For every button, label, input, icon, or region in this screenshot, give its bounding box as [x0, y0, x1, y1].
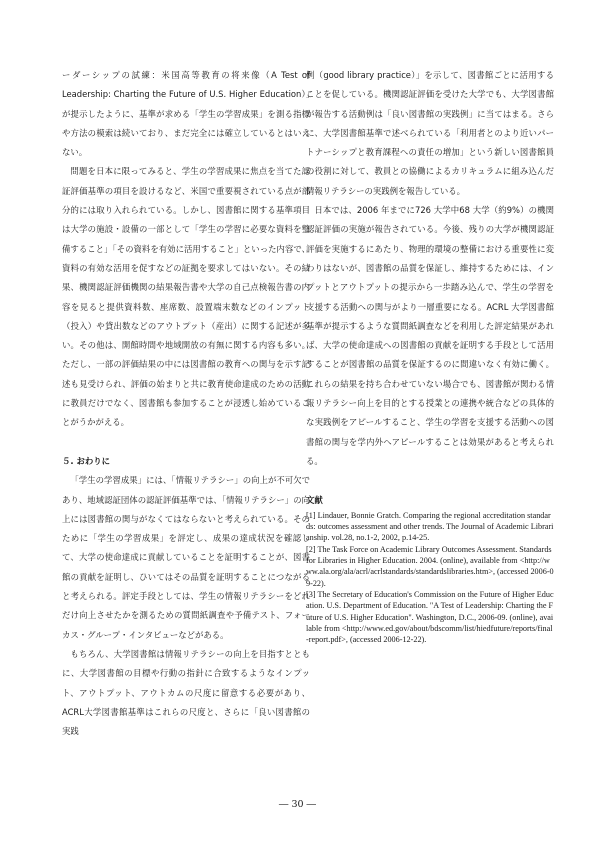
- body-paragraph: ーダーシップの試練：米国高等教育の将来像（A Test of Leadership: Charting the Future of U.S. Higher Education）」が提示したように、基準が求める「学生の学習成果」を測る指標や方法の模索は続いており、まだ完全には確立しているとはいえない。: [62, 70, 310, 158]
- reference-item: [2] The Task Force on Academic Library Outcomes Assessment. Standards for Libraries in Higher Education. 2004. (online), available from <http://www.ala.org/ala/acrl/acrlstandards/standardslibraries.htm>, (accessed 2006-09-22).: [306, 544, 554, 588]
- reference-item: [1] Lindauer, Bonnie Gratch. Comparing the regional accreditation standards: outcomes assessment and other trends. The Journal of Academic Librarianship. vol.28, no.1-2, 2002, p.14-25.: [306, 510, 554, 543]
- references-heading: 文献: [306, 494, 323, 505]
- body-paragraph: 日本では、2006 年までに726 大学中68 大学（約9%）の機関認証評価の実施が報告されている。今後、残りの大学が機関認証評価を実施するにあたり、物理的環境の整備における重要性に変わりはないが、図書館の品質を保証し、維持するためには、インプットとアウトプットの提示から一歩踏み込んで、学生の学習を支援する活動への関与がより一層重要になる。ACRL 大学図書館基準が提示するような質問紙調査などを利用した評定結果があれば、大学の使命達成への図書館の貢献を証明する手段として活用することが図書館の品質を保証するのに間違いなく有効に働く。これらの結果を持ち合わせていない場合でも、図書館が関わる情報リテラシー向上を目的とする授業との連携や統合などの具体的な実践例をアピールすること、学生の学習を支援する活動への図書館の関与を学内外へアピールすることは効果があると考えられる。: [306, 205, 554, 466]
- paragraph-spacer: [306, 471, 554, 490]
- reference-item: [3] The Secretary of Education's Commission on the Future of Higher Education. U.S. Department of Education. "A Test of Leadership: Charting the Future of U.S. Higher Education". Washington, D.C., 2006-09. (online), available from <http://www.ed.gov/about/bdscomm/list/hiedfuture/reports/final-report.pdf>, (accessed 2006-12-22).: [306, 589, 554, 645]
- body-paragraph: 問題を日本に限ってみると、学生の学習成果に焦点を当てた認証評価基準の項目を設けるなど、米国で重要視されている点が部分的には取り入れられている。しかし、図書館に関する基準項目は大学の施設・設備の一部として「学生の学習に必要な資料を整備すること」「その資料を有効に活用すること」といった内容で、資料の有効な活用を促すなどの証拠を要求してはいない。その結果、機関認証評価機関の結果報告書や大学の自己点検報告書の内容を見ると提供資料数、座席数、設置端末数などのインプット（投入）や貸出数などのアウトプット（産出）に関する記述が多い。その他は、開館時間や地域開放の有無に関する内容も多い。ただし、一部の評価結果の中には図書館の教育への関与を示す記述も見受けられ、評価の始まりと共に教育使命達成のための活動に教員だけでなく、図書館も参加することが浸透し始めていることがうかがえる。: [62, 166, 310, 428]
- body-paragraph: 例（good library practice）」を示して、図書館ごとに活用することを促している。機関認証評価を受けた大学でも、大学図書館が報告する活動例は「良い図書館の実践例」に当てはまる。さらに、大学図書館基準で述べられている「利用者とのより近いパートナーシップと教育課程への責任の増加」という新しい図書館員の役割に対して、教員との協働によるカリキュラムに組み込んだ情報リテラシーの実践例を報告している。: [306, 70, 554, 196]
- page-number: ― 30 ―: [278, 799, 317, 810]
- body-paragraph: 「学生の学習成果」には、「情報リテラシー」の向上が不可欠であり、地域認証団体の認証評価基準では、「情報リテラシー」の向上には図書館の関与がなくてはならないと考えられている。そのために「学生の学習成果」を評定し、成果の達成状況を確認して、大学の使命達成に貢献していることを証明することが、図書館の貢献を証明し、ひいてはその品質を証明することにつながると考えられる。評定手段としては、学生の情報リテラシーをどれだけ向上させたかを測るための質問紙調査や予備テスト、フォーカス・グループ・インタビューなどがある。: [62, 475, 310, 640]
- left-column: [62, 66, 310, 741]
- section-heading: ５. おわりに: [62, 455, 110, 466]
- right-column: [306, 66, 554, 645]
- references-list: [306, 510, 554, 646]
- body-paragraph: もちろん、大学図書館は情報リテラシーの向上を目指すとともに、大学図書館の目標や行動の指針に合致するようなインプット、アウトプット、アウトカムの尺度に留意する必要があり、ACRL大学図書館基準はこれらの尺度と、さらに「良い図書館の実践: [62, 648, 310, 737]
- paragraph-spacer: [62, 433, 310, 452]
